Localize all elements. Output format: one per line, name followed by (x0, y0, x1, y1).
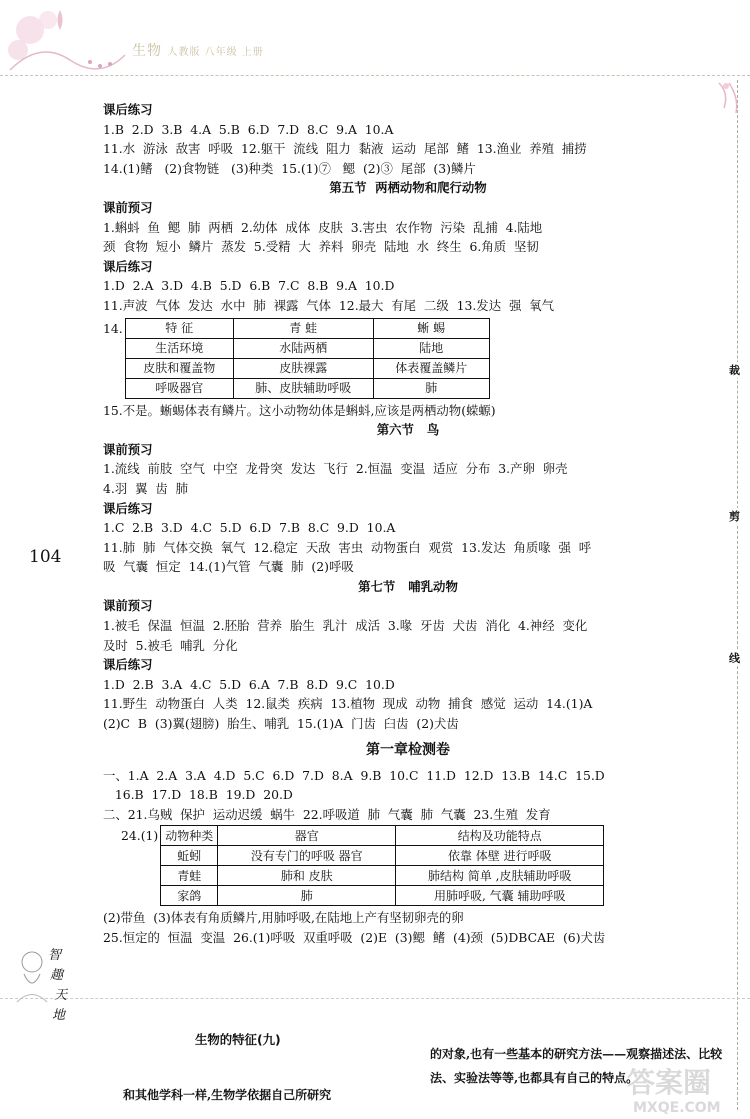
sidebar-text-left: 和其他学科一样,生物学依据自己所研究 (123, 1088, 332, 1102)
table-cell: 家鸽 (161, 886, 218, 906)
table-cell: 皮肤裸露 (233, 358, 373, 378)
table-cell: 蚯蚓 (161, 846, 218, 866)
table-row (161, 866, 604, 886)
logo-char: 趣 (50, 968, 64, 983)
sidebar-text-right: 的对象,也有一些基本的研究方法——观察描述法、比较法、实验法等等,也都具有自己的特点。 (430, 1047, 723, 1085)
edition-label: 人教版 八年级 上册 (167, 47, 264, 58)
section-heading: 课后练习 (103, 500, 153, 516)
table-header-cell: 器官 (218, 826, 396, 846)
answer-line: 1.被毛 保温 恒温 2.胚胎 营养 胎生 乳汁 成活 3.喙 牙齿 犬齿 消化 4.神经 变化 (103, 618, 588, 634)
answer-block-3 (103, 908, 713, 947)
table-cell: 肺、皮肤辅助呼吸 (233, 378, 373, 398)
header-divider (0, 75, 750, 76)
subject-label: 生物 (132, 43, 162, 59)
svg-text:MXQE.COM: MXQE.COM (633, 1100, 721, 1115)
logo-char: 天 (54, 988, 68, 1003)
table-q24 (121, 825, 713, 906)
table-cell: 生活环境 (125, 338, 233, 358)
page-number: 104 (29, 547, 62, 567)
table-cell: 没有专门的呼吸 器官 (218, 846, 396, 866)
table-q24-label: 24.(1) (121, 828, 159, 844)
cut-line (737, 80, 738, 1110)
answer-content (103, 100, 713, 948)
page-header (0, 0, 750, 80)
answer-line: 1.蝌蚪 鱼 鳃 肺 两栖 2.幼体 成体 皮肤 3.害虫 农作物 污染 乱捕 4.陆地 (103, 219, 543, 235)
answer-block-1 (103, 100, 713, 316)
table-header-cell: 青 蛙 (233, 318, 373, 338)
subsection-title: 第六节 鸟 (376, 422, 440, 438)
table-cell: 呼吸器官 (125, 378, 233, 398)
table-cell: 皮肤和覆盖物 (125, 358, 233, 378)
book-title (132, 40, 264, 60)
table-header-row (125, 318, 489, 338)
table-header-cell: 动物种类 (161, 826, 218, 846)
answer-line: 25.恒定的 恒温 变温 26.(1)呼吸 双重呼吸 (2)E (3)鳃 鳍 (4)颈 (5)DBCAE (6)犬齿 (103, 930, 606, 945)
table-row (125, 358, 489, 378)
answer-line: 15.不是。蜥蜴体表有鳞片。这小动物幼体是蝌蚪,应该是两栖动物(蝾螈) (103, 402, 496, 418)
table-cell: 体表覆盖鳞片 (373, 358, 489, 378)
section-heading: 课前预习 (103, 598, 153, 614)
answer-line: 11.肺 肺 气体交换 氧气 12.稳定 天敌 害虫 动物蛋白 观赏 13.发达 角质喙 强 呼 (103, 539, 592, 555)
answer-line: 1.D 2.A 3.D 4.B 5.D 6.B 7.C 8.B 9.A 10.D (103, 278, 395, 294)
ribbon-decoration-icon (714, 78, 744, 118)
table-cell: 水陆两栖 (233, 338, 373, 358)
table-cell: 肺和 皮肤 (218, 866, 396, 886)
answer-line: 及时 5.被毛 哺乳 分化 (103, 637, 238, 653)
frog-lizard-comparison-table (125, 318, 490, 399)
subsection-title: 第五节 两栖动物和爬行动物 (329, 180, 487, 196)
answer-line: 吸 气囊 恒定 14.(1)气管 气囊 肺 (2)呼吸 (103, 559, 354, 575)
answer-line: 16.B 17.D 18.B 19.D 20.D (103, 787, 293, 803)
section-heading: 课后练习 (103, 258, 153, 274)
cut-mark-3: 线 (729, 652, 740, 665)
logo-char: 地 (52, 1008, 66, 1023)
cut-mark-2: 剪 (729, 510, 740, 523)
table-row (161, 846, 604, 866)
section-heading: 课前预习 (103, 441, 153, 457)
answer-line: 1.C 2.B 3.D 4.C 5.D 6.D 7.B 8.C 9.D 10.A (103, 520, 396, 536)
footer-divider (0, 998, 750, 999)
table-cell: 肺结构 简单 ,皮肤辅助呼吸 (396, 866, 604, 886)
answer-line: (2)带鱼 (3)体表有角质鳞片,用肺呼吸,在陆地上产有坚韧卵壳的卵 (103, 910, 464, 926)
table-row (125, 338, 489, 358)
table-q14-label: 14. (103, 320, 123, 336)
answer-line: 二、21.乌贼 保护 运动迟缓 蜗牛 22.呼吸道 肺 气囊 肺 气囊 23.生殖 发育 (103, 806, 551, 822)
answer-line: 1.D 2.B 3.A 4.C 5.D 6.A 7.B 8.D 9.C 10.D (103, 676, 395, 692)
answer-line: 颈 食物 短小 鳞片 蒸发 5.受精 大 养料 卵壳 陆地 水 终生 6.角质 坚韧 (103, 239, 539, 255)
table-cell: 青蛙 (161, 866, 218, 886)
sidebar-title: 生物的特征(九) (195, 1032, 281, 1047)
answer-line: 4.羽 翼 齿 肺 (103, 480, 189, 496)
table-header-cell: 蜥 蜴 (373, 318, 489, 338)
floral-decoration-icon (0, 0, 130, 80)
answer-line: 一、1.A 2.A 3.A 4.D 5.C 6.D 7.D 8.A 9.B 10.C 11.D 12.D 13.B 14.C 15.D (103, 767, 605, 783)
chapter-title: 第一章检测卷 (366, 741, 450, 758)
answer-line: 1.B 2.D 3.B 4.A 5.B 6.D 7.D 8.C 9.A 10.A (103, 121, 394, 137)
table-cell: 陆地 (373, 338, 489, 358)
mascot-icon (12, 942, 52, 1012)
subsection-title: 第七节 哺乳动物 (358, 578, 458, 594)
zhiqu-tiandi-logo (12, 942, 84, 1034)
answer-line: 14.(1)鳍 (2)食物链 (3)种类 15.(1)⑦ 鳃 (2)③ 尾部 (3)鳞片 (103, 160, 476, 176)
table-header-row (161, 826, 604, 846)
watermark-text: 答案圈 (627, 1066, 712, 1099)
answer-line: 1.流线 前肢 空气 中空 龙骨突 发达 飞行 2.恒温 变温 适应 分布 3.产卵 卵壳 (103, 461, 568, 477)
section-heading: 课前预习 (103, 199, 153, 215)
table-row (125, 378, 489, 398)
respiration-table (160, 825, 604, 906)
logo-char: 智 (48, 948, 62, 963)
watermark-logo (625, 1060, 740, 1115)
section-heading: 课后练习 (103, 657, 153, 673)
table-cell: 依靠 体壁 进行呼吸 (396, 846, 604, 866)
table-header-cell: 特 征 (125, 318, 233, 338)
table-q14 (103, 318, 713, 399)
section-heading: 课后练习 (103, 102, 153, 117)
answer-line: (2)C B (3)翼(翅膀) 胎生、哺乳 15.(1)A 门齿 臼齿 (2)犬齿 (103, 716, 459, 732)
table-row (161, 886, 604, 906)
table-cell: 用肺呼吸, 气囊 辅助呼吸 (396, 886, 604, 906)
answer-line: 11.声波 气体 发达 水中 肺 裸露 气体 12.最大 有尾 二级 13.发达 强 氧气 (103, 297, 555, 313)
answer-block-2 (103, 401, 713, 825)
table-header-cell: 结构及功能特点 (396, 826, 604, 846)
answer-line: 11.水 游泳 敌害 呼吸 12.躯干 流线 阻力 黏液 运动 尾部 鳍 13.渔业 养殖 捕捞 (103, 141, 587, 157)
answer-line: 11.野生 动物蛋白 人类 12.鼠类 疾病 13.植物 现成 动物 捕食 感觉 运动 14.(1)A (103, 696, 593, 712)
table-cell: 肺 (218, 886, 396, 906)
table-cell: 肺 (373, 378, 489, 398)
cut-mark-1: 裁 (729, 364, 740, 377)
